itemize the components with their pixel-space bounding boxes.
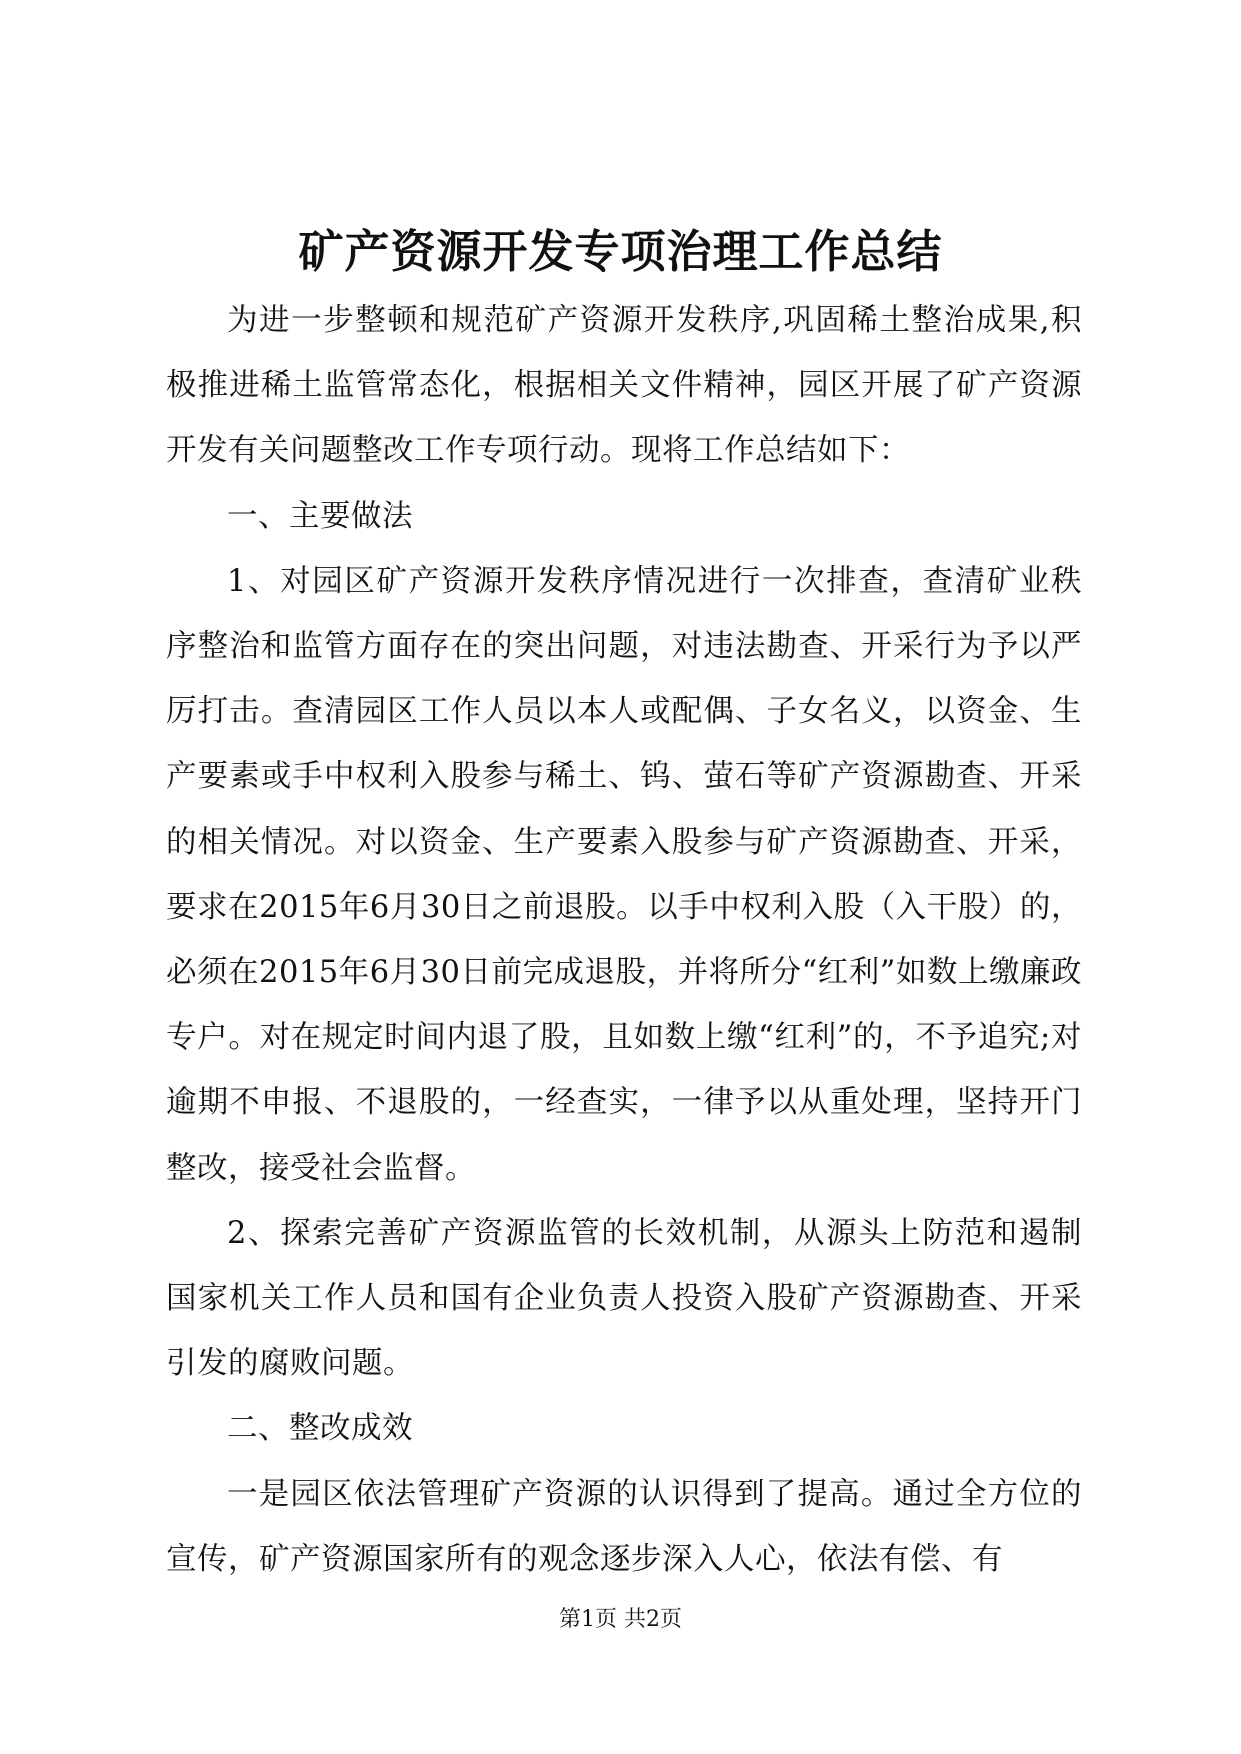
paragraph-item-2: 2、探索完善矿产资源监管的长效机制，从源头上防范和遏制国家机关工作人员和国有企业负责人投资入股矿产资源勘查、开采引发的腐败问题。 xyxy=(166,1215,1082,1382)
paragraph-item-1: 1、对园区矿产资源开发秩序情况进行一次排查，查清矿业秩序整治和监管方面存在的突出问题，对违法勘查、开采行为予以严厉打击。查清园区工作人员以本人或配偶、子女名义，以资金、生产要素或手中权利入股参与稀土、钨、萤石等矿产资源勘查、开采的相关情况。对以资金、生产要素入股参与矿产资源勘查、开采，要求在2015年6月30日之前退股。以手中权利入股（入干股）的，必须在2015年6月30日前完成退股，并将所分“红利”如数上缴廉政专户。对在规定时间内退了股，且如数上缴“红利”的，不予追究;对逾期不申报、不退股的，一经查实，一律予以从重处理，坚持开门整改，接受社会监督。 xyxy=(166,563,1082,1186)
section-heading-main-measures: 一、主要做法 xyxy=(227,498,413,534)
document-title: 矿产资源开发专项治理工作总结 xyxy=(298,225,943,278)
intro-paragraph: 为进一步整顿和规范矿产资源开发秩序,巩固稀土整治成果,积极推进稀土监管常态化，根据相关文件精神，园区开展了矿产资源开发有关问题整改工作专项行动。现将工作总结如下： xyxy=(166,303,1082,469)
document-body xyxy=(166,288,1082,1592)
paragraph-result-1: 一是园区依法管理矿产资源的认识得到了提高。通过全方位的宣传，矿产资源国家所有的观念逐步深入人心，依法有偿、有 xyxy=(166,1476,1082,1577)
section-heading-results: 二、整改成效 xyxy=(227,1411,413,1447)
page-footer: 第1页 共2页 xyxy=(559,1607,682,1632)
